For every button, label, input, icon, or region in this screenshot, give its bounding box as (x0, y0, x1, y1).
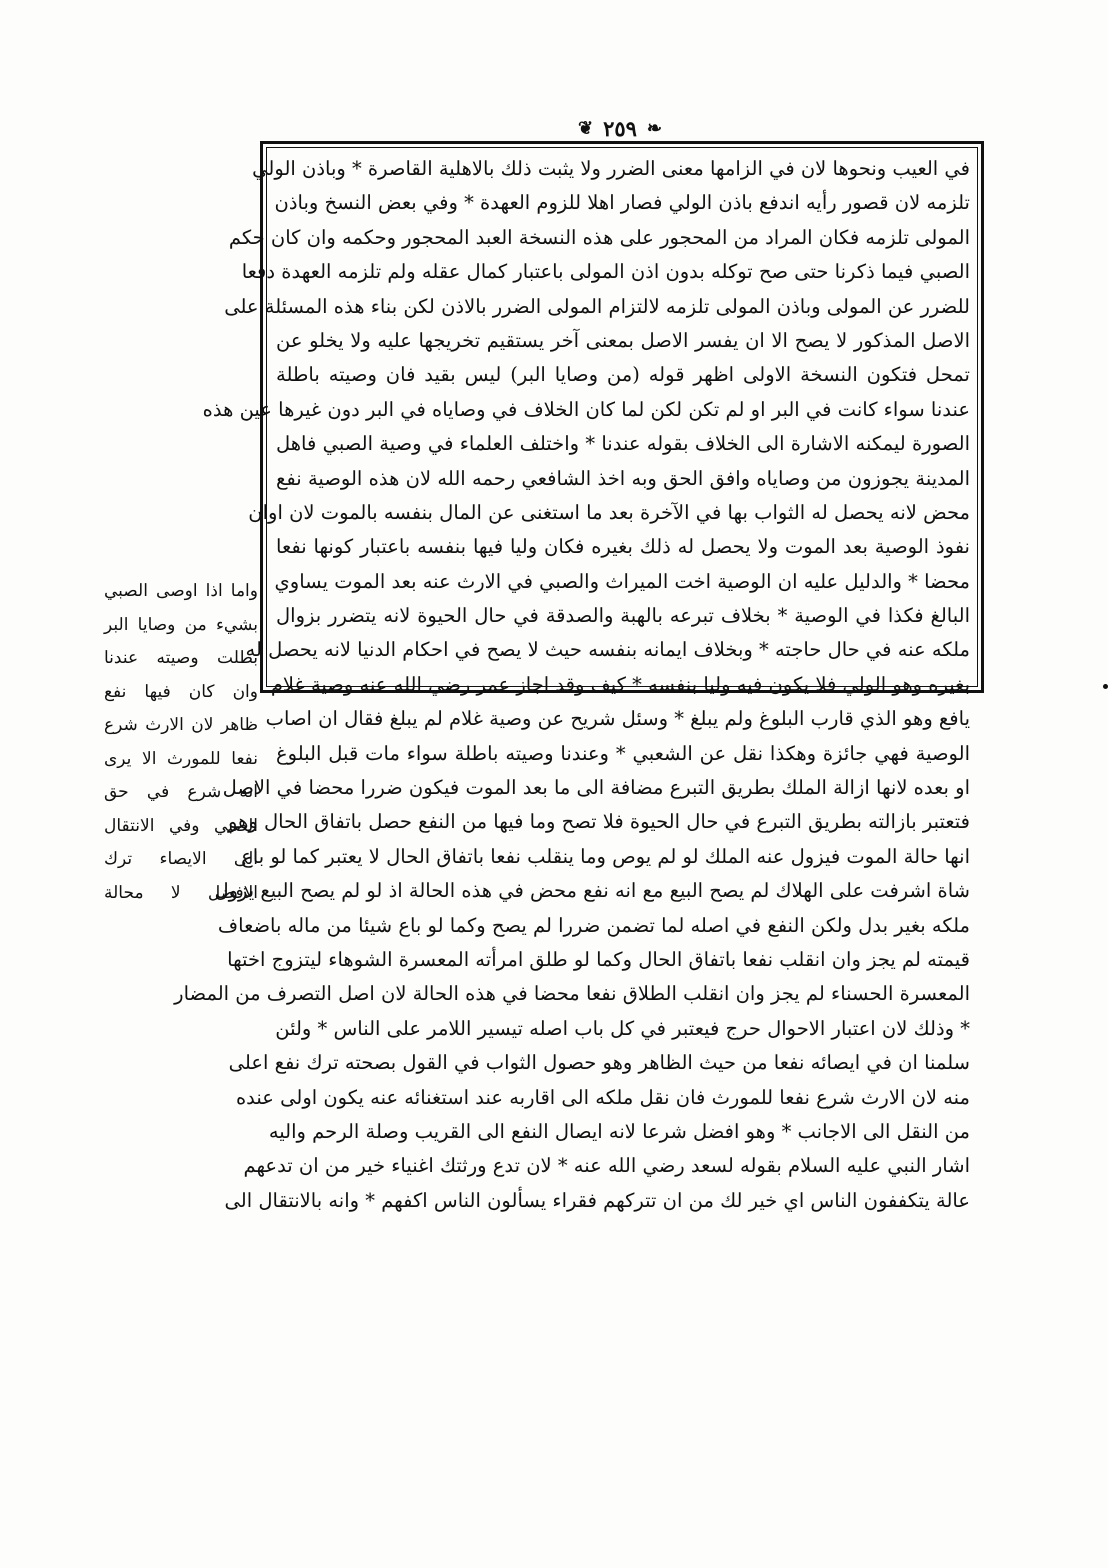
text-line: البالغ فكذا في الوصية * بخلاف تبرعه بالهبة والصدقة في حال الحيوة لانه يتضرر بزوال (276, 604, 970, 628)
text-line: * وذلك لان اعتبار الاحوال حرج فيعتبر في كل باب اصله تيسير اللامر على الناس * ولئن (275, 1016, 970, 1040)
text-line: المدينة يجوزون من وصاياه وافق الحق وبه اخذ الشافعي رحمه الله لان هذه الوصية نفع (276, 466, 970, 490)
margin-note-line: واما اذا اوصى الصبي (104, 581, 258, 601)
text-line: تلزمه لان قصور رأيه اندفع باذن الولي فصار اهلا للزوم العهدة * وفي بعض النسخ وباذن (274, 191, 970, 215)
margin-note-line: وان كان فيها نفع (104, 681, 258, 702)
text-line: تمحل فتكون النسخة الاولى اظهر قوله (من وصايا البر) ليس بقيد فان وصيته باطلة (276, 363, 970, 387)
margin-note-line: الصبي وفي الانتقال (104, 815, 258, 836)
text-line: قيمته لم يجز وان انقلب نفعا باتفاق الحال وكما لو طلق امرأته المعسرة الشوهاء ليتزوج اختها (227, 947, 970, 971)
text-line: فتعتبر بازالته بطريق التبرع في حال الحيوة فلا تصح وما فيها من النفع حصل باتفاق الحال وهو (228, 810, 970, 834)
text-line: ملكه عنه في حال حاجته * وبخلاف ايمانه بنفسه حيث لا يصح في احكام الدنيا لانه يحصل له (245, 638, 970, 662)
text-line: الصورة ليمكنه الاشارة الى الخلاف بقوله عندنا * واختلف العلماء في وصية الصبي فاهل (276, 432, 970, 456)
margin-note-line: الى الايصاء ترك (104, 849, 258, 869)
text-line: اشار النبي عليه السلام بقوله لسعد رضي الله عنه * لان تدع ورثتك اغنياء خير من ان تدعهم (243, 1154, 970, 1178)
margin-note-line: بشيء من وصايا البر (104, 614, 258, 635)
margin-note-line: الافضل لا محالة (104, 882, 258, 903)
text-line: انها حالة الموت فيزول عنه الملك لو لم يوص وما ينقلب نفعا باتفاق الحال لا يعتبر كما لو باع (241, 844, 970, 868)
text-line: المعسرة الحسناء لم يجز وان انقلب الطلاق نفعا محضا في هذه الحالة لان اصل التصرف من المضار (174, 982, 970, 1006)
ink-dot (1103, 684, 1108, 689)
text-line: من النقل الى الاجانب * وهو افضل شرعا لانه ايصال النفع الى القريب وصلة الرحم واليه (268, 1119, 970, 1143)
margin-note-line: انه شرع في حق (104, 782, 258, 802)
text-line: عندنا سواء كانت في البر او لم تكن لكن لما كان الخلاف في وصاياه في البر دون غيرها عين هذه (202, 397, 970, 421)
page-header (540, 112, 700, 144)
text-line: سلمنا ان في ايصائه نفعا من حيث الظاهر وهو حصول الثواب في القول بصحته ترك نفع اعلى (228, 1051, 970, 1075)
margin-note (104, 575, 258, 965)
ornament-left-icon: ❦ (577, 117, 594, 139)
text-line: نفوذ الوصية بعد الموت ولا يحصل له ذلك بغيره فكان وليا فيها بنفسه باعتبار كونها نفعا (276, 535, 970, 559)
text-line: محضا * والدليل عليه ان الوصية اخت الميراث والصبي في الارث عنه بعد الموت يساوي (274, 569, 970, 593)
text-line: المولى تلزمه فكان المراد من المحجور على هذه النسخة العبد المحجور وحكمه وان كان حكم (228, 225, 970, 249)
text-line: في العيب ونحوها لان في الزامها معنى الضرر ولا يثبت ذلك بالاهلية القاصرة * وباذن الولي (252, 157, 970, 180)
text-line: محض لانه يحصل له الثواب بها في الآخرة بعد ما استغنى عن المال بنفسه بالموت لان اوان (248, 500, 970, 524)
text-line: يافع وهو الذي قارب البلوغ ولم يبلغ * وسئل شريح عن وصية غلام لم يبلغ فقال ان اصاب (265, 707, 970, 731)
text-line: الاصل المذكور لا يصح الا ان يفسر الاصل بمعنى آخر يستقيم تخريجها عليه ولا يخلو عن (276, 328, 970, 352)
text-line: الوصية فهي جائزة وهكذا نقل عن الشعبي * وعندنا وصيته باطلة سواء مات قبل البلوغ (276, 741, 970, 765)
text-line: او بعده لانها ازالة الملك بطريق التبرع مضافة الى ما بعد الموت فيكون ضررا محضا في الاصل (222, 776, 970, 800)
ornament-right-icon: ❧ (646, 117, 663, 139)
page-number: ٢٥٩ (603, 115, 637, 141)
text-line: الصبي فيما ذكرنا حتى صح توكله بدون اذن المولى باعتبار كمال عقله ولم تلزمه العهدة دفعا (241, 260, 970, 284)
margin-note-line: بطلت وصيته عندنا (104, 648, 258, 668)
text-line: للضرر عن المولى وباذن المولى تلزمه لالتزام المولى الضرر بالاذن لكن بناء هذه المسئلة على (224, 294, 970, 318)
text-line: بغيره وهو الولي فلا يكون فيه وليا بنفسه * كيف وقد اجاز عمر رضي الله عنه وصية غلام (270, 672, 970, 696)
text-line: ملكه بغير بدل ولكن النفع في اصله لما تضمن ضررا لم يصح وكما لو باع شيئا من ماله باضعاف (217, 913, 970, 937)
text-line: عالة يتكففون الناس اي خير لك من ان تتركهم فقراء يسألون الناس اكفهم * وانه بالانتقال الى (224, 1188, 970, 1212)
text-line: شاة اشرفت على الهلاك لم يصح البيع مع انه نفع محض في هذه الحالة اذ لو لم يصح البيع يزول (214, 879, 970, 903)
margin-note-line: ظاهر لان الارث شرع (104, 715, 258, 735)
margin-note-line: نفعا للمورث الا يرى (104, 748, 258, 769)
text-line: منه لان الارث شرع نفعا للمورث فان نقل ملكه الى اقاربه عند استغنائه عنه يكون اولى عنده (235, 1085, 970, 1109)
